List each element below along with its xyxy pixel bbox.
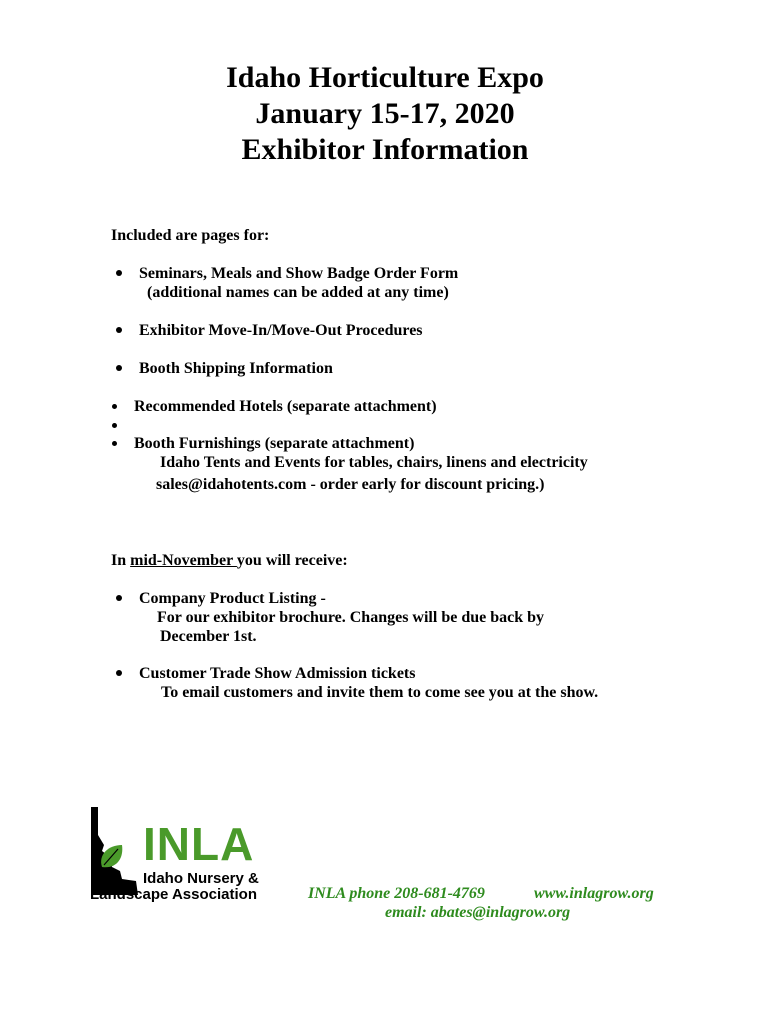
november-heading-post: you will receive: — [236, 552, 348, 569]
bullet-icon — [112, 441, 117, 446]
bullet-icon — [116, 327, 122, 333]
title-line-2: January 15-17, 2020 — [255, 97, 515, 130]
bullet-icon — [116, 365, 122, 371]
november-heading-date: mid-November — [130, 552, 237, 569]
included-item-seminars: Seminars, Meals and Show Badge Order Form — [139, 265, 459, 282]
bullet-icon — [116, 670, 122, 676]
included-item-seminars-note: (additional names can be added at any time) — [147, 284, 449, 301]
contact-website-link[interactable]: www.inlagrow.org — [534, 885, 654, 902]
november-item-listing: Company Product Listing - — [139, 590, 326, 607]
included-heading: Included are pages for: — [111, 227, 270, 244]
bullet-icon — [116, 270, 122, 276]
bullet-icon — [116, 595, 122, 601]
included-item-move-in: Exhibitor Move-In/Move-Out Procedures — [139, 322, 423, 339]
included-item-shipping: Booth Shipping Information — [139, 360, 333, 377]
november-item-listing-due: December 1st. — [160, 628, 257, 645]
document-title — [0, 60, 770, 168]
contact-phone: INLA phone 208-681-4769 — [308, 885, 485, 902]
bullet-icon — [112, 404, 117, 409]
november-item-listing-desc: For our exhibitor brochure. Changes will be due back by — [157, 609, 545, 626]
logo-subtitle-2: Landscape Association — [90, 886, 257, 903]
title-line-3: Exhibitor Information — [241, 133, 529, 166]
november-item-tickets-desc: To email customers and invite them to come see you at the show. — [161, 684, 599, 701]
november-heading-pre: In — [111, 552, 131, 569]
included-item-hotels: Recommended Hotels (separate attachment) — [134, 398, 437, 415]
november-heading — [111, 551, 348, 570]
title-line-1: Idaho Horticulture Expo — [226, 61, 544, 94]
logo-wordmark: INLA — [143, 818, 255, 870]
november-item-tickets: Customer Trade Show Admission tickets — [139, 665, 416, 682]
included-item-furnishings-email: sales@idahotents.com - order early for discount pricing.) — [156, 476, 545, 493]
included-item-furnishings-vendor: Idaho Tents and Events for tables, chairs, linens and electricity — [160, 454, 588, 471]
bullet-icon — [112, 423, 117, 428]
included-item-furnishings: Booth Furnishings (separate attachment) — [134, 435, 415, 452]
logo-subtitle-1: Idaho Nursery & — [143, 870, 259, 887]
contact-email-link[interactable]: email: abates@inlagrow.org — [385, 904, 571, 921]
